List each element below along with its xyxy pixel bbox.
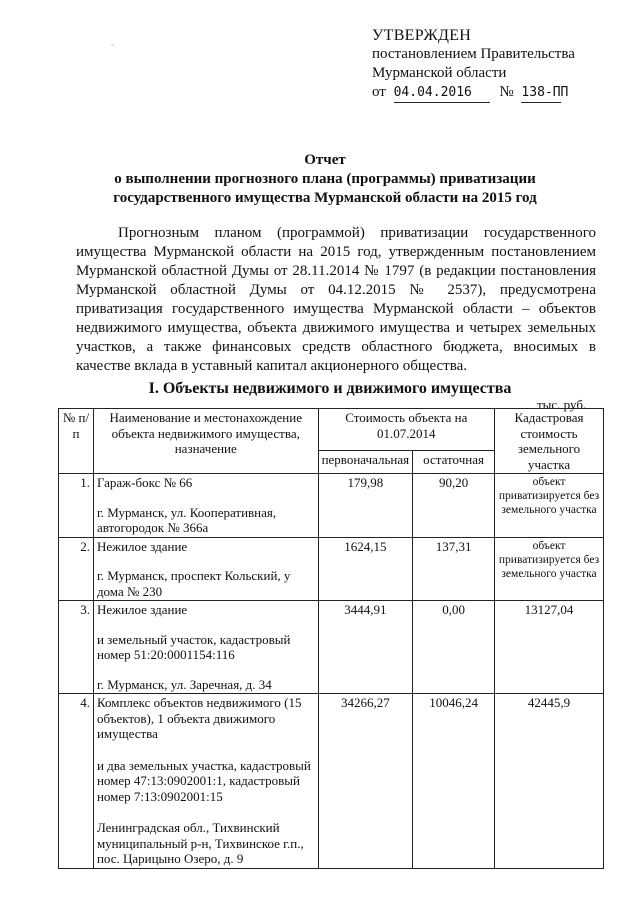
units-label: тыс. руб. bbox=[537, 397, 587, 412]
row-no: 3. bbox=[59, 601, 94, 694]
approval-number-label: № bbox=[499, 84, 514, 100]
report-title-line-1: Отчет bbox=[304, 152, 346, 168]
row-location: г. Мурманск, ул. Кооперативная, автогородок № 366а bbox=[96, 504, 277, 535]
row-initial: 179,98 bbox=[318, 474, 413, 538]
row-land-plot: и два земельных участка, кадастровый номер 47:13:0902001:1, кадастровый номер 7:13:0902001:15 bbox=[96, 757, 311, 804]
row-no: 2. bbox=[59, 537, 94, 601]
header-initial: первоначальная bbox=[318, 451, 413, 474]
row-location: г. Мурманск, ул. Заречная, д. 34 bbox=[96, 676, 272, 692]
table-row bbox=[59, 537, 604, 601]
row-name-cell bbox=[93, 694, 318, 869]
row-initial: 1624,15 bbox=[318, 537, 413, 601]
row-name: Нежилое здание bbox=[96, 602, 188, 617]
row-initial: 3444,91 bbox=[318, 601, 413, 694]
approval-from-label: от bbox=[372, 84, 386, 100]
header-no: № п/п bbox=[59, 409, 94, 474]
row-cadastral: 42445,9 bbox=[495, 694, 604, 869]
report-title-line-2: о выполнении прогнозного плана (программы) приватизации bbox=[114, 171, 536, 187]
approval-date-line bbox=[372, 83, 575, 103]
header-name: Наименование и местонахождение объекта недвижимого имущества, назначение bbox=[93, 409, 318, 474]
approval-line-1: постановлением Правительства bbox=[372, 46, 575, 62]
row-no: 4. bbox=[59, 694, 94, 869]
row-location: Ленинградская обл., Тихвинский муниципальный р-н, Тихвинское г.п., пос. Царицыно Озеро, д. 9 bbox=[96, 820, 304, 866]
row-residual: 137,31 bbox=[413, 537, 495, 601]
row-residual: 10046,24 bbox=[413, 694, 495, 869]
row-initial: 34266,27 bbox=[318, 694, 413, 869]
approval-stamp-block bbox=[372, 26, 575, 103]
row-name: Нежилое здание bbox=[96, 538, 188, 554]
row-location: г. Мурманск, проспект Кольский, у дома № 230 bbox=[96, 568, 291, 599]
approval-line-2: Мурманской области bbox=[372, 65, 507, 81]
row-cadastral: 13127,04 bbox=[495, 601, 604, 694]
row-no: 1. bbox=[59, 474, 94, 538]
table-header-row bbox=[59, 409, 604, 451]
approval-title: УТВЕРЖДЕН bbox=[372, 27, 472, 44]
intro-paragraph: Прогнозным планом (программой) приватизации государственного имущества Мурманской области на 2015 год, утвержденным постановлением Мурманской областной Думы от 28.11.2014 № 1797 (в редакции постановления Мурманской областной Думы от 04.12.2015 № 2537), предусмотрена приватизация государственного имущества Мурманской области – объектов недвижимого имущества, объекта движимого имущества и четырех земельных участков, а также финансовых средств областного бюджета, вносимых в качестве вклада в уставный капитал акционерного общества. bbox=[76, 225, 596, 374]
header-residual: остаточная bbox=[413, 451, 495, 474]
row-residual: 90,20 bbox=[413, 474, 495, 538]
row-name-cell bbox=[93, 474, 318, 538]
approval-date: 04.04.2016 bbox=[394, 83, 490, 103]
table-row bbox=[59, 601, 604, 694]
row-name-cell bbox=[93, 537, 318, 601]
row-residual: 0,00 bbox=[413, 601, 495, 694]
scan-artifact: ˇ bbox=[111, 43, 114, 52]
report-title-line-3: государственного имущества Мурманской области на 2015 год bbox=[113, 190, 537, 206]
row-land-plot: и земельный участок, кадастровый номер 51:20:0001154:116 bbox=[96, 631, 291, 662]
approval-number: 138-ПП bbox=[521, 83, 561, 103]
row-cadastral: объект приватизируется без земельного участка bbox=[495, 537, 604, 601]
table-row bbox=[59, 694, 604, 869]
section-title: I. Объекты недвижимого и движимого имущества bbox=[148, 380, 512, 397]
assets-table bbox=[58, 408, 604, 869]
row-name: Гараж-бокс № 66 bbox=[96, 475, 193, 490]
row-name: Комплекс объектов недвижимого (15 объектов), 1 объекта движимого имущества bbox=[96, 695, 302, 741]
table-row bbox=[59, 474, 604, 538]
row-cadastral: объект приватизируется без земельного участка bbox=[495, 474, 604, 538]
header-cost: Стоимость объекта на 01.07.2014 bbox=[318, 409, 494, 451]
report-title bbox=[70, 151, 580, 208]
header-cadastral: Кадастровая стоимость земельного участка bbox=[495, 409, 604, 474]
row-name-cell bbox=[93, 601, 318, 694]
